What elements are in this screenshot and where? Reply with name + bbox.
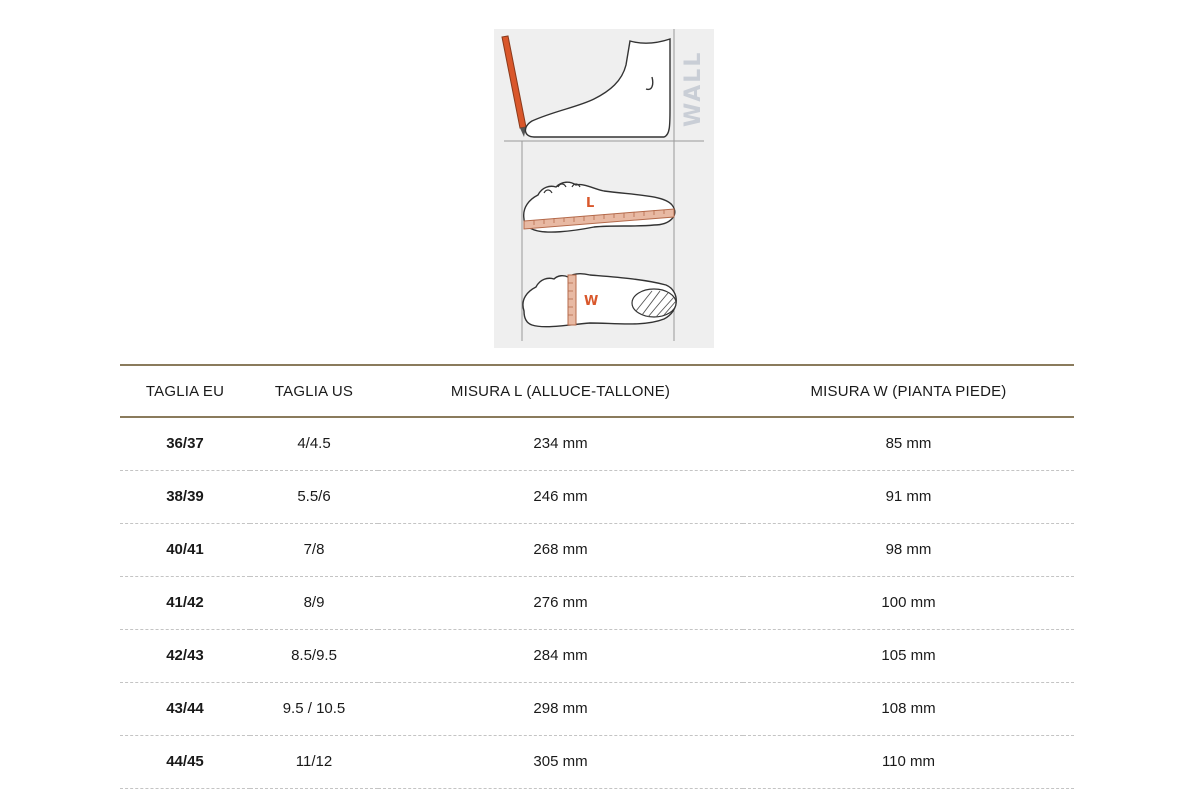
length-cell: 276 mm: [378, 576, 743, 629]
header-length: MISURA L (ALLUCE-TALLONE): [378, 365, 743, 417]
us-size-cell: 11/12: [250, 735, 378, 788]
foot-measure-diagram: [494, 29, 714, 348]
table-row: [120, 682, 1074, 735]
width-cell: 108 mm: [743, 682, 1074, 735]
side-foot-icon: [525, 39, 670, 137]
size-table: [120, 364, 1074, 789]
us-size-cell: 9.5 / 10.5: [250, 682, 378, 735]
us-size-cell: 8/9: [250, 576, 378, 629]
table-row: [120, 629, 1074, 682]
eu-size-cell: 44/45: [120, 735, 250, 788]
eu-size-cell: 41/42: [120, 576, 250, 629]
us-size-cell: 5.5/6: [250, 470, 378, 523]
table-row: [120, 523, 1074, 576]
length-label: L: [586, 196, 595, 211]
eu-size-cell: 43/44: [120, 682, 250, 735]
width-cell: 85 mm: [743, 417, 1074, 470]
width-label: W: [584, 294, 599, 309]
eu-size-cell: 40/41: [120, 523, 250, 576]
header-eu-size: TAGLIA EU: [120, 365, 250, 417]
table-row: [120, 576, 1074, 629]
pencil-icon: [502, 36, 526, 128]
size-table-header: [120, 365, 1074, 417]
length-cell: 298 mm: [378, 682, 743, 735]
width-cell: 100 mm: [743, 576, 1074, 629]
eu-size-cell: 38/39: [120, 470, 250, 523]
width-cell: 91 mm: [743, 470, 1074, 523]
width-ruler: [568, 275, 576, 325]
eu-size-cell: 42/43: [120, 629, 250, 682]
header-width: MISURA W (PIANTA PIEDE): [743, 365, 1074, 417]
wall-label: WALL: [681, 50, 706, 127]
header-row: [120, 365, 1074, 417]
width-cell: 98 mm: [743, 523, 1074, 576]
us-size-cell: 7/8: [250, 523, 378, 576]
us-size-cell: 8.5/9.5: [250, 629, 378, 682]
header-us-size: TAGLIA US: [250, 365, 378, 417]
eu-size-cell: 36/37: [120, 417, 250, 470]
table-row: [120, 417, 1074, 470]
table-row: [120, 470, 1074, 523]
foot-measure-illustration: [494, 29, 714, 348]
table-row: [120, 735, 1074, 788]
length-cell: 246 mm: [378, 470, 743, 523]
heel-area: [632, 289, 676, 317]
length-cell: 234 mm: [378, 417, 743, 470]
width-cell: 110 mm: [743, 735, 1074, 788]
size-table-body: [120, 417, 1074, 788]
width-cell: 105 mm: [743, 629, 1074, 682]
length-cell: 305 mm: [378, 735, 743, 788]
length-cell: 284 mm: [378, 629, 743, 682]
us-size-cell: 4/4.5: [250, 417, 378, 470]
length-cell: 268 mm: [378, 523, 743, 576]
